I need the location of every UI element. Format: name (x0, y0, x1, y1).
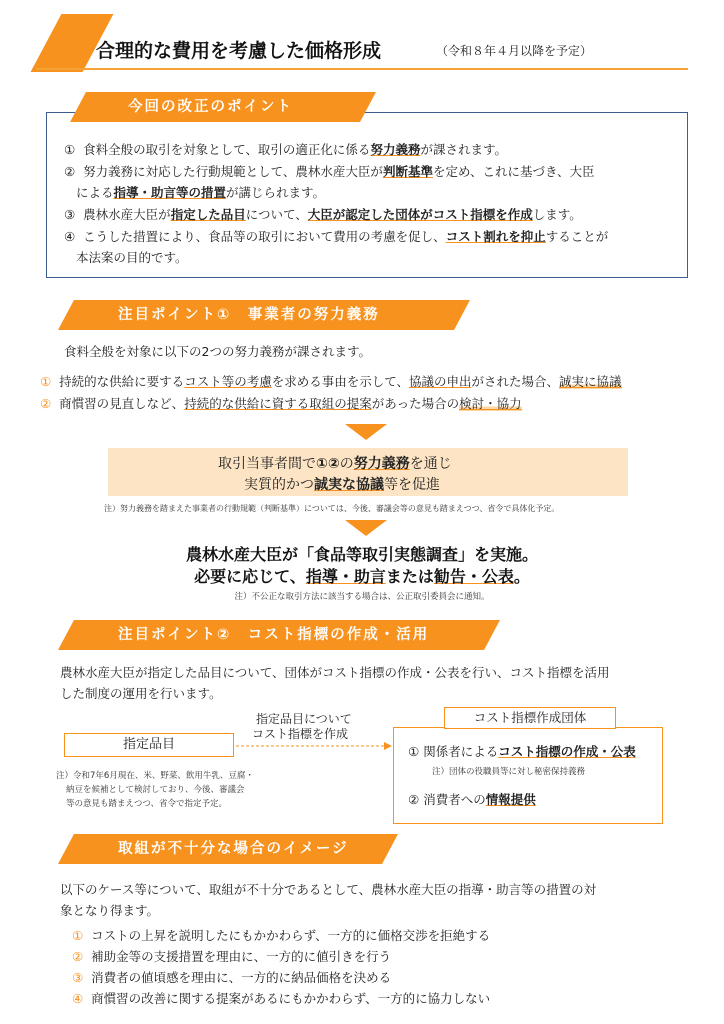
down-arrow-icon-2 (345, 520, 387, 536)
point1-item-1: ① 持続的な供給に要するコスト等の考慮を求める事由を示して、協議の申出がされた場合、誠実に協議 (40, 374, 622, 389)
cost-org-item-2: ② 消費者への情報提供 (408, 792, 536, 807)
point1-heading: 注目ポイント① 事業者の努力義務 (118, 307, 380, 323)
left-note-1: 注）令和7年6月現在、米、野菜、飲用牛乳、豆腐・ (56, 771, 254, 781)
point1-intro: 食料全般を対象に以下の2つの努力義務が課されます。 (64, 344, 371, 359)
point1-note-2: 注）不公正な取引方法に該当する場合は、公正取引委員会に通知。 (234, 592, 490, 602)
reform-item-2: ② 努力義務に対応した行動規範として、農林水産大臣が判断基準を定め、これに基づき、大臣 (64, 164, 595, 179)
point2-heading: 注目ポイント② コスト指標の作成・活用 (118, 627, 430, 643)
reform-item-1: ① 食料全般の取引を対象として、取引の適正化に係る努力義務が課されます。 (64, 142, 507, 157)
cost-org-tab: コスト指標作成団体 (444, 707, 616, 729)
image-heading: 取組が不十分な場合のイメージ (118, 841, 349, 857)
peach-line-1: 取引当事者間で①②の努力義務を通じ (218, 456, 452, 472)
dashed-arrow-icon (234, 740, 394, 752)
page-subtitle: （令和８年４月以降を予定） (436, 44, 593, 58)
down-arrow-icon (345, 424, 387, 440)
reform-item-2-cont: による指導・助言等の措置が講じられます。 (76, 185, 326, 200)
arrow-label-2: コスト指標を作成 (252, 727, 349, 741)
peach-line-2: 実質的かつ誠実な協議等を促進 (244, 477, 440, 493)
case-item-1: ① コストの上昇を説明したにもかかわらず、一方的に価格交渉を拒絶する (72, 928, 491, 943)
case-item-4: ④ 商慣習の改善に関する提案があるにもかかわらず、一方的に協力しない (72, 991, 491, 1006)
point1-note-1: 注）努力義務を踏まえた事業者の行動規範（判断基準）については、今後、審議会等の意見も踏まえつつ、省令で具体化予定。 (104, 504, 560, 513)
left-note-2: 納豆を候補として検討しており、今後、審議会 (66, 785, 245, 795)
reform-item-4: ④ こうした措置により、食品等の取引において費用の考慮を促し、コスト割れを抑止することが (64, 229, 609, 244)
point2-intro-1: 農林水産大臣が指定した品目について、団体がコスト指標の作成・公表を行い、コスト指標を活用 (60, 665, 610, 680)
page-title: 合理的な費用を考慮した価格形成 (96, 40, 382, 62)
image-intro-1: 以下のケース等について、取組が不十分であるとして、農林水産大臣の指導・助言等の措置の対 (60, 882, 597, 897)
designated-items-box: 指定品目 (64, 733, 234, 757)
cost-org-item-1: ① 関係者によるコスト指標の作成・公表 (408, 744, 636, 759)
cost-org-note: 注）団体の役職員等に対し秘密保持義務 (432, 767, 586, 777)
reform-heading: 今回の改正のポイント (128, 99, 293, 115)
point2-intro-2: した制度の運用を行います。 (60, 686, 222, 701)
left-note-3: 等の意見も踏まえつつ、省令で指定予定。 (66, 799, 227, 809)
survey-line-1: 農林水産大臣が「食品等取引実態調査」を実施。 (185, 545, 538, 564)
image-intro-2: 象となり得ます。 (60, 903, 160, 918)
reform-item-3: ③ 農林水産大臣が指定した品目について、大臣が認定した団体がコスト指標を作成します。 (64, 207, 582, 222)
point1-item-2: ② 商慣習の見直しなど、持続的な供給に資する取組の提案があった場合の検討・協力 (40, 396, 522, 411)
survey-line-2: 必要に応じて、指導・助言または勧告・公表。 (194, 567, 530, 586)
reform-item-4-cont: 本法案の目的です。 (76, 250, 188, 265)
arrow-label-1: 指定品目について (256, 712, 352, 726)
case-item-2: ② 補助金等の支援措置を理由に、一方的に値引きを行う (72, 949, 392, 964)
case-item-3: ③ 消費者の値頃感を理由に、一方的に納品価格を決める (72, 970, 392, 985)
header-underline (36, 68, 688, 70)
